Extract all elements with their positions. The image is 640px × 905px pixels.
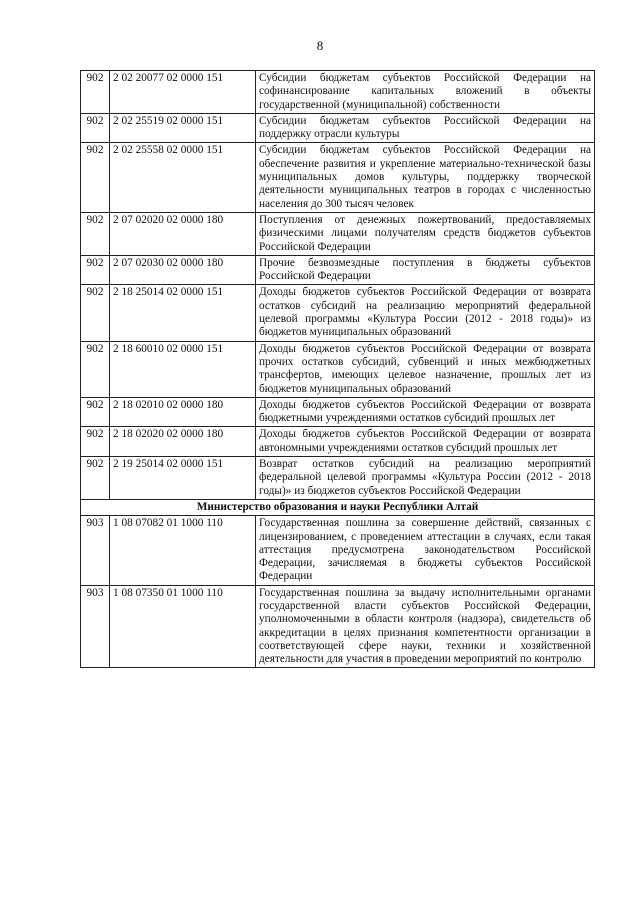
administrator-code: 903 bbox=[81, 516, 110, 585]
table-row bbox=[81, 457, 595, 500]
page-number: 8 bbox=[316, 38, 324, 53]
administrator-code: 902 bbox=[81, 113, 110, 143]
administrator-code: 902 bbox=[81, 341, 110, 397]
revenue-description: Субсидии бюджетам субъектов Российской Федерации на софинансирование капитальных вложений в объекты государственной (муниципальной) собственности bbox=[256, 71, 595, 114]
section-heading: Министерство образования и науки Республики Алтай bbox=[81, 499, 595, 515]
table-row bbox=[81, 397, 595, 427]
revenue-description: Субсидии бюджетам субъектов Российской Федерации на обеспечение развития и укрепление материально-технической базы муниципальных домов культуры, поддержку творческой деятельности муниципальных театров в городах с численностью населения до 300 тысяч человек bbox=[256, 143, 595, 212]
budget-classification-code: 2 18 02010 02 0000 180 bbox=[110, 397, 256, 427]
table-row bbox=[81, 341, 595, 397]
revenue-description: Возврат остатков субсидий на реализацию мероприятий федеральной целевой программы «Культура России (2012 - 2018 годы)» из бюджетов субъектов Российской Федерации bbox=[256, 457, 595, 500]
table-row bbox=[81, 212, 595, 255]
revenue-description: Прочие безвозмездные поступления в бюджеты субъектов Российской Федерации bbox=[256, 255, 595, 285]
budget-classification-code: 2 02 20077 02 0000 151 bbox=[110, 71, 256, 114]
administrator-code: 902 bbox=[81, 143, 110, 212]
table-row bbox=[81, 285, 595, 341]
revenue-description: Доходы бюджетов субъектов Российской Федерации от возврата бюджетными учреждениями остатков субсидий прошлых лет bbox=[256, 397, 595, 427]
revenue-description: Доходы бюджетов субъектов Российской Федерации от возврата остатков субсидий на реализацию мероприятий федеральной целевой программы «Культура России (2012 - 2018 годы)» из бюджетов муниципальных образований bbox=[256, 285, 595, 341]
table-row bbox=[81, 516, 595, 585]
administrator-code: 902 bbox=[81, 285, 110, 341]
table-row bbox=[81, 255, 595, 285]
table-row bbox=[81, 427, 595, 457]
revenue-description: Доходы бюджетов субъектов Российской Федерации от возврата прочих остатков субсидий, субвенций и иных межбюджетных трансфертов, имеющих целевое назначение, прошлых лет из бюджетов муниципальных образований bbox=[256, 341, 595, 397]
administrator-code: 902 bbox=[81, 427, 110, 457]
budget-classification-code: 2 18 02020 02 0000 180 bbox=[110, 427, 256, 457]
table-row bbox=[81, 143, 595, 212]
budget-classification-code: 1 08 07082 01 1000 110 bbox=[110, 516, 256, 585]
budget-classification-code: 2 02 25558 02 0000 151 bbox=[110, 143, 256, 212]
administrator-code: 902 bbox=[81, 457, 110, 500]
table-row bbox=[81, 113, 595, 143]
budget-classification-code: 1 08 07350 01 1000 110 bbox=[110, 585, 256, 668]
administrator-code: 902 bbox=[81, 397, 110, 427]
revenue-description: Поступления от денежных пожертвований, предоставляемых физическими лицами получателям средств бюджетов субъектов Российской Федерации bbox=[256, 212, 595, 255]
budget-classification-code: 2 18 60010 02 0000 151 bbox=[110, 341, 256, 397]
administrator-code: 903 bbox=[81, 585, 110, 668]
administrator-code: 902 bbox=[81, 212, 110, 255]
administrator-code: 902 bbox=[81, 71, 110, 114]
revenue-description: Субсидии бюджетам субъектов Российской Федерации на поддержку отрасли культуры bbox=[256, 113, 595, 143]
table-row bbox=[81, 71, 595, 114]
budget-classification-code: 2 07 02030 02 0000 180 bbox=[110, 255, 256, 285]
section-heading-row bbox=[81, 499, 595, 515]
revenue-description: Государственная пошлина за выдачу исполнительными органами государственной власти субъектов Российской Федерации, уполномоченными в области контроля (надзора), свидетельств об аккредитации в целях признания компетентности организации в соответствующей сфере науки, техники и хозяйственной деятельности для участия в проведении мероприятий по контролю bbox=[256, 585, 595, 668]
revenue-classification-table bbox=[80, 70, 595, 668]
revenue-description: Государственная пошлина за совершение действий, связанных с лицензированием, с проведением аттестации в случаях, если такая аттестация предусмотрена законодательством Российской Федерации, зачисляемая в бюджеты субъектов Российской Федерации bbox=[256, 516, 595, 585]
revenue-description: Доходы бюджетов субъектов Российской Федерации от возврата автономными учреждениями остатков субсидий прошлых лет bbox=[256, 427, 595, 457]
table-row bbox=[81, 585, 595, 668]
budget-classification-code: 2 02 25519 02 0000 151 bbox=[110, 113, 256, 143]
budget-classification-code: 2 19 25014 02 0000 151 bbox=[110, 457, 256, 500]
budget-classification-code: 2 07 02020 02 0000 180 bbox=[110, 212, 256, 255]
budget-classification-code: 2 18 25014 02 0000 151 bbox=[110, 285, 256, 341]
administrator-code: 902 bbox=[81, 255, 110, 285]
